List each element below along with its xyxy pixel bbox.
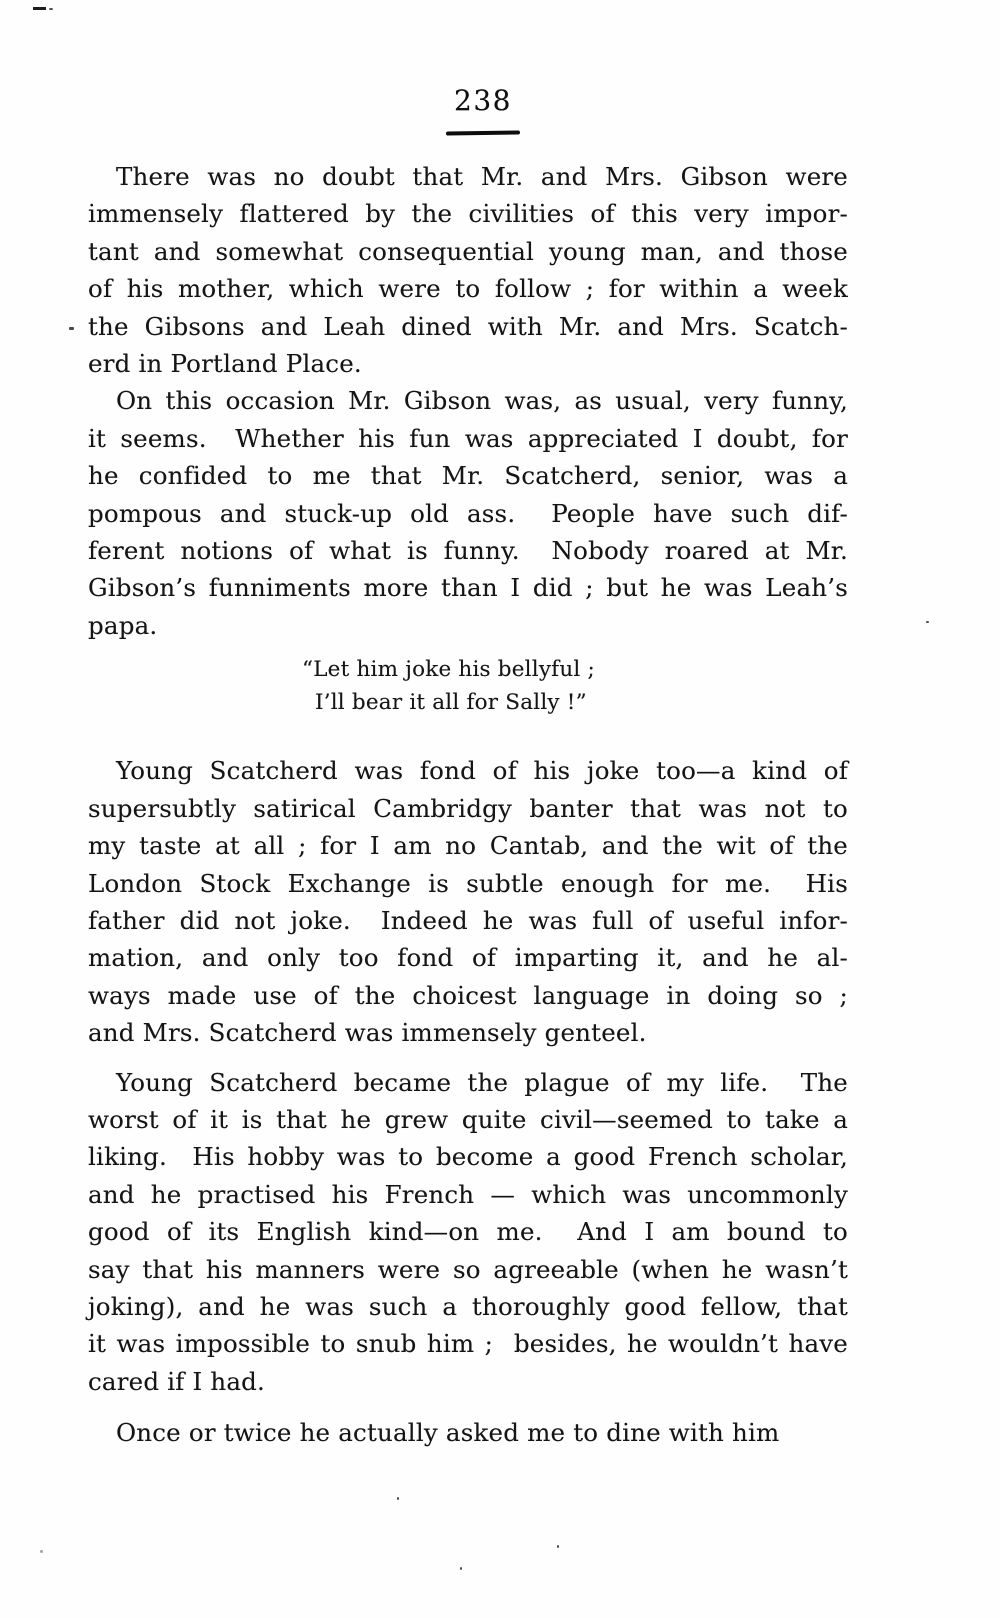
scan-speck xyxy=(397,1497,399,1500)
text-line: papa. xyxy=(88,610,158,640)
text-line: good of its English kind—on me. And I am bound to xyxy=(88,1217,848,1247)
text-line: tant and somewhat consequential young man, and those xyxy=(88,236,848,266)
text-line: he confided to me that Mr. Scatcherd, senior, was a xyxy=(88,461,848,491)
text-line: my taste at all ; for I am no Cantab, and the wit of the xyxy=(88,831,848,861)
text-line: Gibson’s funniments more than I did ; but he was Leah’s xyxy=(88,573,848,603)
verse-quote xyxy=(302,653,848,719)
text-line: erd in Portland Place. xyxy=(88,349,362,379)
text-line: On this occasion Mr. Gibson was, as usual, very funny, xyxy=(116,386,848,416)
verse-line: I’ll bear it all for Sally !” xyxy=(315,690,587,716)
text-line: father did not joke. Indeed he was full of useful infor- xyxy=(88,905,848,935)
scan-speck xyxy=(69,327,74,330)
text-line: Young Scatcherd was fond of his joke too—a kind of xyxy=(116,756,848,786)
scan-speck xyxy=(926,621,929,623)
scan-speck xyxy=(49,8,53,10)
text-line: pompous and stuck-up old ass. People have such dif- xyxy=(88,498,848,528)
scan-mark-dash xyxy=(33,7,46,10)
text-line: worst of it is that he grew quite civil—seemed to take a xyxy=(88,1104,848,1134)
text-line: it seems. Whether his fun was appreciated I doubt, for xyxy=(88,423,848,453)
scan-speck xyxy=(460,1567,462,1570)
text-line: say that his manners were so agreeable (when he wasn’t xyxy=(88,1254,848,1284)
text-line: Young Scatcherd became the plague of my life. The xyxy=(116,1067,848,1097)
text-line: cared if I had. xyxy=(88,1366,266,1396)
paragraph-1 xyxy=(88,158,848,382)
text-line: and Mrs. Scatcherd was immensely genteel. xyxy=(88,1018,647,1048)
text-line: liking. His hobby was to become a good French scholar, xyxy=(88,1142,848,1172)
text-line: the Gibsons and Leah dined with Mr. and Mrs. Scatch- xyxy=(88,311,848,341)
text-line: and he practised his French — which was uncommonly xyxy=(88,1179,848,1209)
text-line: of his mother, which were to follow ; for within a week xyxy=(88,274,848,304)
verse-line: “Let him joke his bellyful ; xyxy=(302,657,595,683)
page-number: 238 xyxy=(454,84,512,117)
text-block xyxy=(88,158,848,1452)
text-line: it was impossible to snub him ; besides, he wouldn’t have xyxy=(88,1329,848,1359)
paragraph-3 xyxy=(88,752,848,1051)
header-rule xyxy=(446,130,520,135)
text-line: Once or twice he actually asked me to dine with him xyxy=(116,1418,780,1448)
scan-speck xyxy=(557,1545,559,1548)
paragraph-2 xyxy=(88,382,848,644)
paragraph-5 xyxy=(88,1414,848,1451)
paragraph-4 xyxy=(88,1064,848,1401)
scan-speck xyxy=(40,1550,43,1553)
text-line: ferent notions of what is funny. Nobody roared at Mr. xyxy=(88,536,848,566)
text-line: immensely flattered by the civilities of this very impor- xyxy=(88,199,848,229)
text-line: mation, and only too fond of imparting it, and he al- xyxy=(88,943,848,973)
text-line: supersubtly satirical Cambridgy banter that was not to xyxy=(88,793,848,823)
text-line: London Stock Exchange is subtle enough for me. His xyxy=(88,868,848,898)
text-line: There was no doubt that Mr. and Mrs. Gibson were xyxy=(116,162,848,191)
text-line: joking), and he was such a thoroughly good fellow, that xyxy=(88,1291,848,1321)
text-line: ways made use of the choicest language in doing so ; xyxy=(88,980,848,1010)
